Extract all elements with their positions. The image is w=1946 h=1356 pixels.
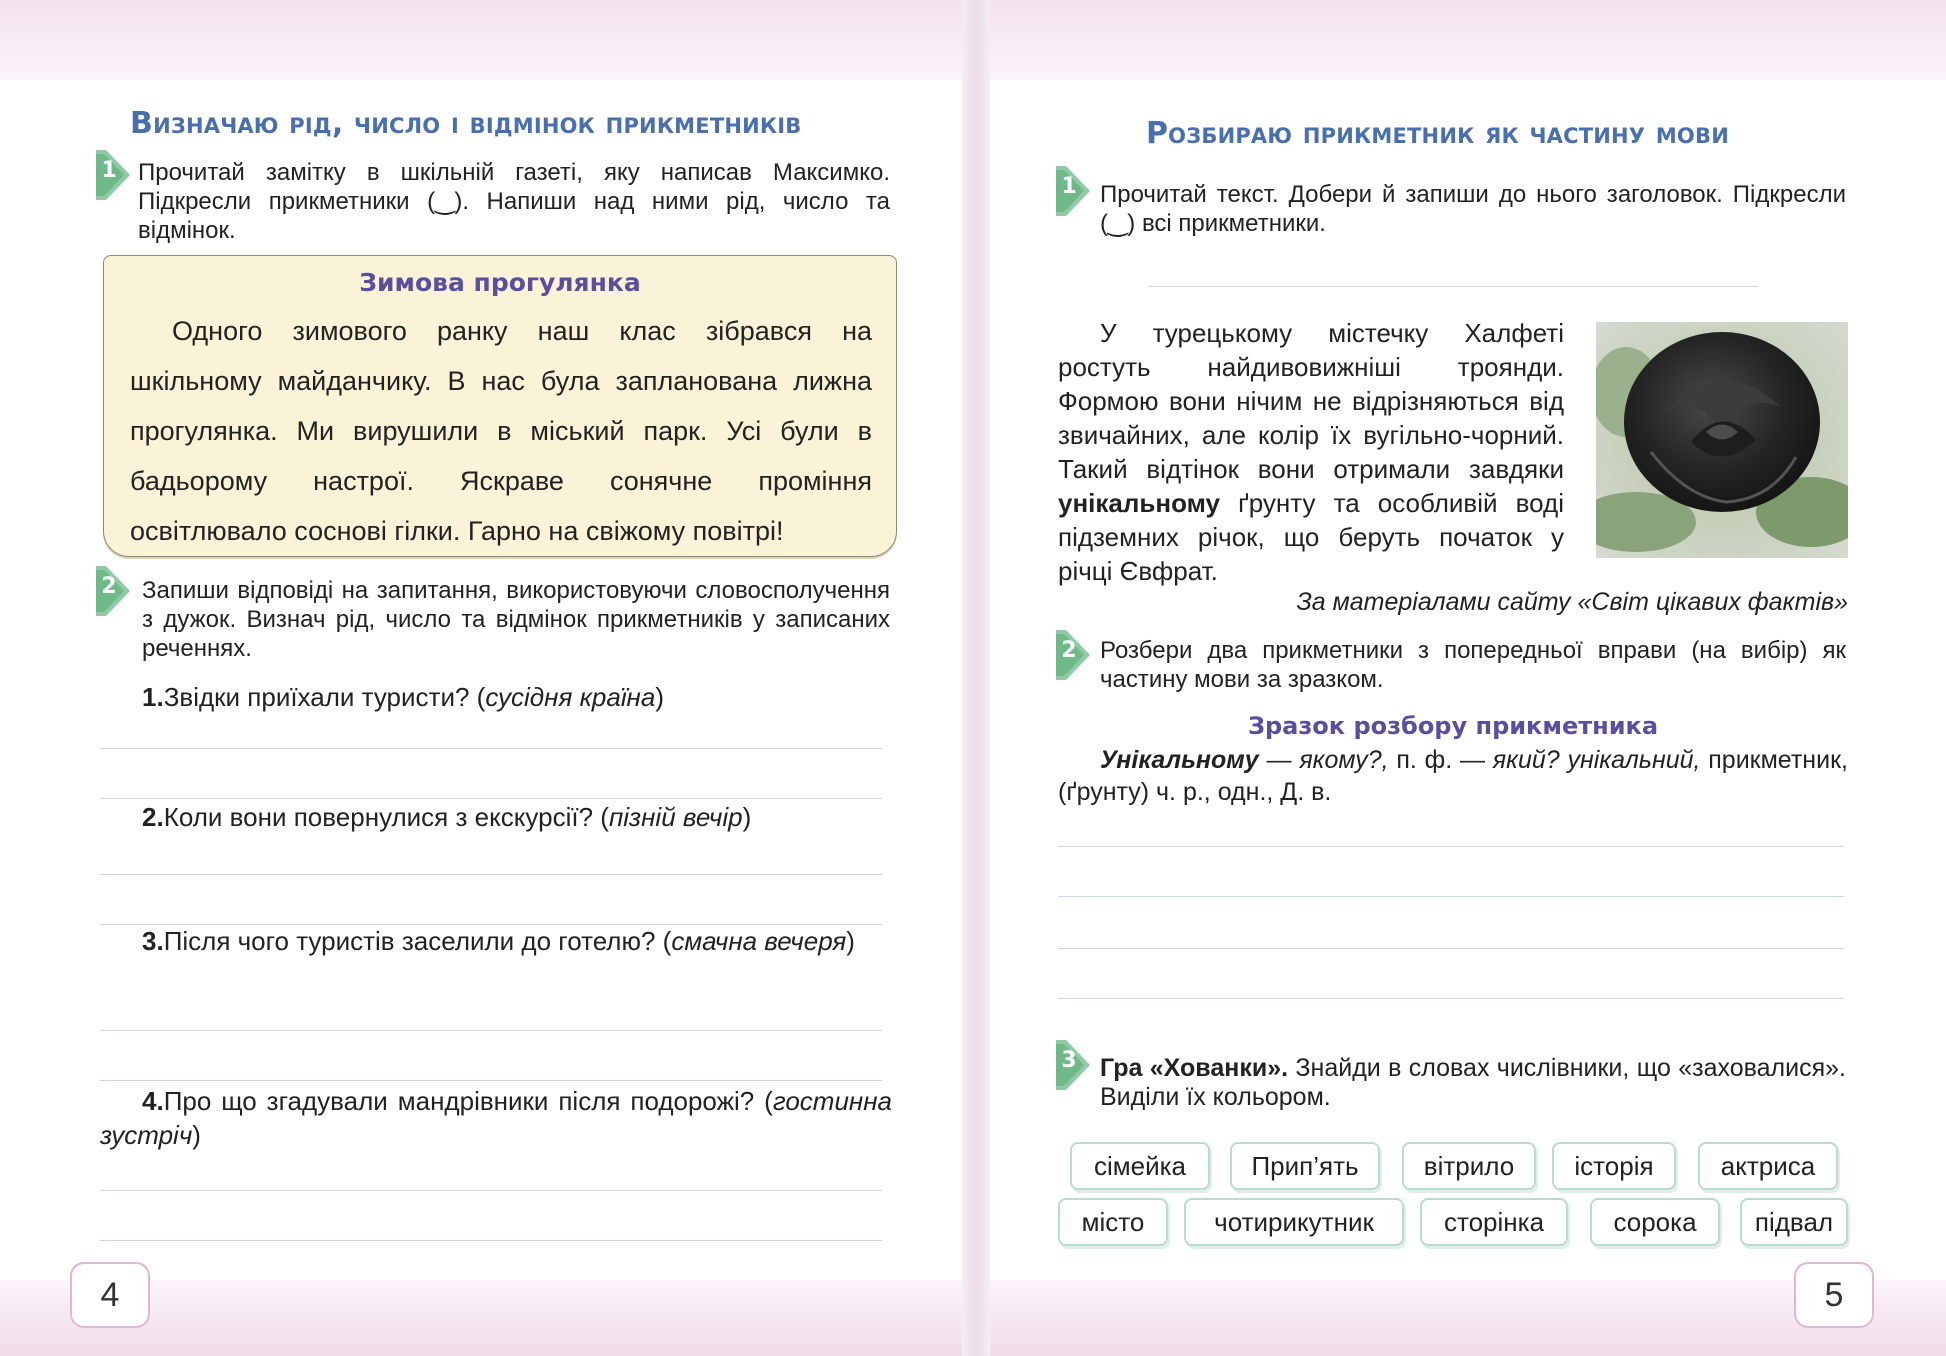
task-1-number-right: 1 <box>1061 174 1077 199</box>
question-2 <box>142 800 892 834</box>
question-1 <box>142 680 892 714</box>
answer-line[interactable] <box>100 798 882 799</box>
answer-line[interactable] <box>100 874 882 875</box>
word-chip[interactable]: місто <box>1058 1198 1168 1246</box>
answer-line[interactable] <box>1058 998 1844 999</box>
question-3-text: Після чого туристів заселили до готелю? ( <box>163 926 672 956</box>
question-2-close: ) <box>742 802 752 832</box>
title-answer-line[interactable] <box>1148 286 1758 287</box>
book-spine <box>962 0 990 1356</box>
task-2-instructions-right: Розбери два прикметники з попередньої вправи (на вибір) як частину мови за зразком. <box>1100 637 1846 693</box>
task-1-badge <box>96 150 130 200</box>
sample-rest: прикметник, (ґрунту) ч. р., одн., Д. в. <box>1058 746 1848 806</box>
task-1-instructions-right: Прочитай текст. Добери й запиши до нього заголовок. Підкресли (‿) всі прикметники. <box>1100 181 1846 237</box>
task-2-instructions: Запиши відповіді на запитання, використовуючи словосполучення з дужок. Визнач рід, число та відмінок прикметників у записаних реченнях. <box>142 577 890 662</box>
question-2-text: Коли вони повернулися з екскурсії? ( <box>163 802 609 832</box>
answer-line[interactable] <box>100 1240 882 1241</box>
rose-text-start: У турецькому містечку Халфеті ростуть найдивовижніші троянди. Формою вони нічим не відрізняються від звичайних, але колір їх вугільно-чорний. Такий відтінок вони отримали завдяки <box>1058 318 1564 484</box>
right-page-title: Розбираю прикметник як частину мови <box>1146 116 1729 151</box>
answer-line[interactable] <box>100 1080 882 1081</box>
word-chip[interactable]: Прип’ять <box>1230 1142 1380 1190</box>
task-2-badge-right <box>1056 630 1090 680</box>
answer-line[interactable] <box>100 1030 882 1031</box>
word-chip[interactable]: підвал <box>1740 1198 1848 1246</box>
task-3-badge-right <box>1056 1040 1090 1090</box>
answer-line[interactable] <box>1058 846 1844 847</box>
page-number-left: 4 <box>70 1262 150 1328</box>
question-4-text: Про що згадували мандрівники після подорожі? ( <box>163 1086 773 1116</box>
story-title: Зимова прогулянка <box>359 268 641 297</box>
rose-text-end: ґрунту та особливій воді підземних річок, що беруть початок у річці Євфрат. <box>1058 488 1564 586</box>
question-4-number: 4. <box>142 1086 164 1116</box>
word-chip[interactable]: сорока <box>1590 1198 1720 1246</box>
rose-text <box>1058 316 1564 588</box>
left-page-title: Визначаю рід, число і відмінок прикметників <box>130 106 802 141</box>
task-3-number-right: 3 <box>1061 1048 1077 1073</box>
question-3-number: 3. <box>142 926 164 956</box>
page-number-right: 5 <box>1794 1262 1874 1328</box>
question-3 <box>100 924 892 958</box>
sample-base-form: унікальний, <box>1567 746 1701 774</box>
task-2-number: 2 <box>101 574 117 599</box>
question-1-hint: сусідня країна <box>485 682 656 712</box>
question-3-close: ) <box>846 926 855 956</box>
question-1-text: Звідки приїхали туристи? ( <box>163 682 486 712</box>
answer-line[interactable] <box>1058 948 1844 949</box>
question-2-hint: пізній вечір <box>608 802 743 832</box>
sample-question-2: який? <box>1492 746 1560 774</box>
word-chip[interactable]: сторінка <box>1420 1198 1568 1246</box>
task-2-number-right: 2 <box>1061 638 1077 663</box>
word-chip[interactable]: сімейка <box>1070 1142 1210 1190</box>
black-rose-photo <box>1596 322 1848 558</box>
answer-line[interactable] <box>100 748 882 749</box>
sample-pf-label: п. ф. — <box>1396 746 1485 774</box>
source-citation: За матеріалами сайту «Світ цікавих фактів» <box>1296 588 1848 616</box>
question-1-close: ) <box>655 682 664 712</box>
question-3-hint: смачна вечеря <box>671 926 847 956</box>
story-card <box>103 255 897 557</box>
word-chip[interactable]: актриса <box>1698 1142 1838 1190</box>
question-1-number: 1. <box>142 682 164 712</box>
task-3-instructions-right <box>1100 1054 1846 1112</box>
rose-text-bold: унікальному <box>1058 488 1220 518</box>
word-chip[interactable]: чотирикутник <box>1184 1198 1404 1246</box>
answer-line[interactable] <box>1058 896 1844 897</box>
sample-question-1: якому?, <box>1299 746 1389 774</box>
sample-analysis: Унікальному — якому?, п. ф. — який? унікальний, прикметник, (ґрунту) ч. р., одн., Д. в. <box>1058 746 1848 806</box>
sample-title: Зразок розбору прикметника <box>1247 712 1659 740</box>
task-1-badge-right <box>1056 166 1090 216</box>
task-1-instructions: Прочитай замітку в шкільній газеті, яку написав Максимко. Підкресли прикметники (‿). Напиши над ними рід, число та відмінок. <box>138 159 890 244</box>
question-4-close: ) <box>192 1120 201 1150</box>
sample-word: Унікальному <box>1100 746 1259 774</box>
task-3-game-title: Гра «Хованки». <box>1100 1054 1289 1082</box>
task-3-text: Знайди в словах числівники, що «заховалися». Виділи їх кольором. <box>1100 1054 1847 1111</box>
answer-line[interactable] <box>100 1190 882 1191</box>
question-2-number: 2. <box>142 802 164 832</box>
task-1-number: 1 <box>101 158 117 183</box>
story-text: Одного зимового ранку наш клас зібрався на шкільному майданчику. В нас була запланована лижна прогулянка. Ми вирушили в міський парк. Усі були в бадьорому настрої. Яскраве сонячне проміння освітлювало соснові гілки. Гарно на свіжому повітрі! <box>130 316 872 546</box>
task-2-badge <box>96 566 130 616</box>
question-4 <box>100 1084 892 1152</box>
question-4-hint: гостинна зустріч <box>100 1086 892 1150</box>
word-chip[interactable]: історія <box>1552 1142 1676 1190</box>
word-chip[interactable]: вітрило <box>1402 1142 1536 1190</box>
rose-image-icon <box>1596 322 1848 558</box>
